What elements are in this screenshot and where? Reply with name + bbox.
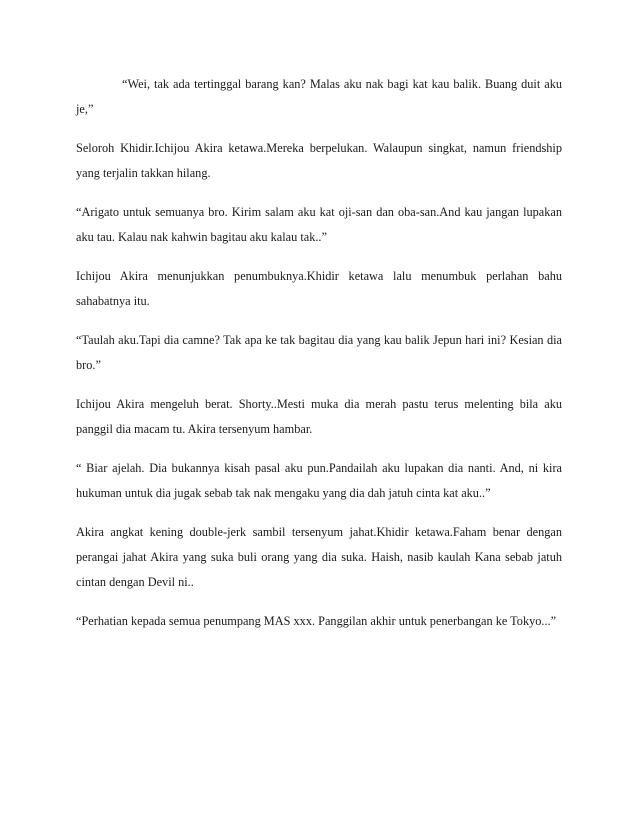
paragraph-2: Seloroh Khidir.Ichijou Akira ketawa.Mereka berpelukan. Walaupun singkat, namun friendship yang terjalin takkan hilang. [76, 141, 562, 180]
paragraph-1: “Wei, tak ada tertinggal barang kan? Malas aku nak bagi kat kau balik. Buang duit aku je,” [76, 77, 562, 116]
paragraph-9: “Perhatian kepada semua penumpang MAS xxx. Panggilan akhir untuk penerbangan ke Tokyo...” [76, 614, 557, 628]
paragraph-7: “ Biar ajelah. Dia bukannya kisah pasal aku pun.Pandailah aku lupakan dia nanti. And, ni kira hukuman untuk dia jugak sebab tak nak mengaku yang dia dah jatuh cinta kat aku..” [76, 461, 562, 500]
paragraph-8: Akira angkat kening double-jerk sambil tersenyum jahat.Khidir ketawa.Faham benar dengan perangai jahat Akira yang suka buli orang yang dia suka. Haish, nasib kaulah Kana sebab jatuh cintan dengan Devil ni.. [76, 525, 562, 589]
document-body [76, 72, 562, 648]
paragraph-3: “Arigato untuk semuanya bro. Kirim salam aku kat oji-san dan oba-san.And kau jangan lupakan aku tau. Kalau nak kahwin bagitau aku kalau tak..” [76, 205, 562, 244]
paragraph-6: Ichijou Akira mengeluh berat. Shorty..Mesti muka dia merah pastu terus melenting bila aku panggil dia macam tu. Akira tersenyum hambar. [76, 397, 562, 436]
paragraph-5: “Taulah aku.Tapi dia camne? Tak apa ke tak bagitau dia yang kau balik Jepun hari ini? Kesian dia bro.” [76, 333, 562, 372]
paragraph-4: Ichijou Akira menunjukkan penumbuknya.Khidir ketawa lalu menumbuk perlahan bahu sahabatnya itu. [76, 269, 562, 308]
